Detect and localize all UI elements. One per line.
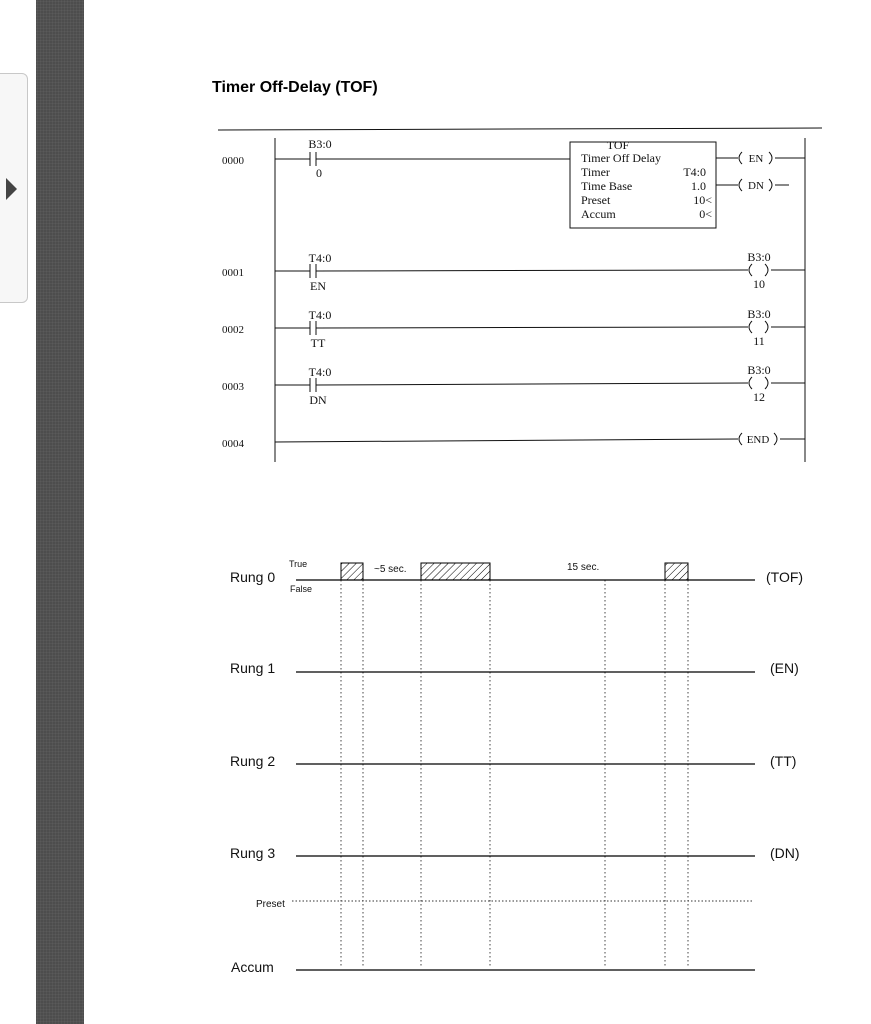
ladder-top-border: [218, 128, 822, 130]
tof-block-title: TOF: [606, 138, 630, 152]
ladder-diagram: [218, 128, 822, 462]
timing-annotation: ~5 sec.: [374, 564, 407, 575]
tof-output-dn: DN: [748, 180, 764, 192]
timing-guides: [341, 580, 688, 968]
contact-bit: TT: [310, 336, 326, 350]
page-title: Timer Off-Delay (TOF): [212, 79, 378, 96]
true-level-label: True: [289, 559, 308, 569]
row-tag: (TOF): [766, 569, 804, 585]
tof-row-value: 0<: [699, 207, 712, 221]
row-label: Rung 3: [230, 845, 276, 861]
tof-row-value: T4:0: [683, 165, 706, 179]
row-label: Rung 2: [230, 753, 276, 769]
rung-number: 0004: [222, 438, 244, 450]
tof-row-value: 1.0: [691, 179, 706, 193]
tof-row-label: Timer: [581, 165, 610, 179]
coil-address: B3:0: [747, 307, 771, 321]
rung-0000: [275, 142, 805, 228]
rung-0004: [275, 433, 805, 445]
rung-number: 0000: [222, 155, 244, 167]
tof-row-label: Preset: [581, 193, 611, 207]
row-tag: (TT): [770, 753, 797, 769]
rung-0003: [275, 377, 805, 392]
contact-address: B3:0: [308, 137, 332, 151]
timing-diagram: [292, 563, 755, 970]
coil-address: B3:0: [747, 363, 771, 377]
rung-0-waveform: [296, 563, 755, 580]
contact-address: T4:0: [308, 365, 332, 379]
input-pulse: [665, 563, 688, 580]
contact-bit: DN: [309, 393, 327, 407]
contact-bit: EN: [310, 279, 326, 293]
coil-bit: 12: [753, 390, 765, 404]
rung-number: 0003: [222, 381, 244, 393]
coil-address: B3:0: [747, 250, 771, 264]
contact-address: T4:0: [308, 308, 332, 322]
rung-number: 0001: [222, 267, 244, 279]
rung-0002: [275, 321, 805, 335]
row-label: Rung 0: [230, 569, 276, 585]
input-pulse: [341, 563, 363, 580]
tof-row-label: Accum: [581, 207, 616, 221]
contact-bit: 0: [316, 166, 322, 180]
row-tag: (DN): [770, 845, 800, 861]
rung-0001: [275, 264, 805, 278]
coil-bit: 11: [753, 334, 765, 348]
row-tag: (EN): [770, 660, 799, 676]
end-coil-label: END: [746, 434, 770, 446]
tof-block-name: Timer Off Delay: [581, 151, 661, 165]
row-label: Rung 1: [230, 660, 276, 676]
timing-annotation: 15 sec.: [567, 562, 600, 573]
tof-output-en: EN: [748, 153, 764, 165]
contact-address: T4:0: [308, 251, 332, 265]
tof-row-value: 10<: [693, 193, 712, 207]
row-label: Accum: [231, 959, 274, 975]
tof-row-label: Time Base: [581, 179, 633, 193]
input-pulse: [421, 563, 490, 580]
false-level-label: False: [290, 584, 313, 594]
coil-bit: 10: [753, 277, 765, 291]
rung-number: 0002: [222, 324, 244, 336]
preset-label: Preset: [256, 899, 285, 910]
